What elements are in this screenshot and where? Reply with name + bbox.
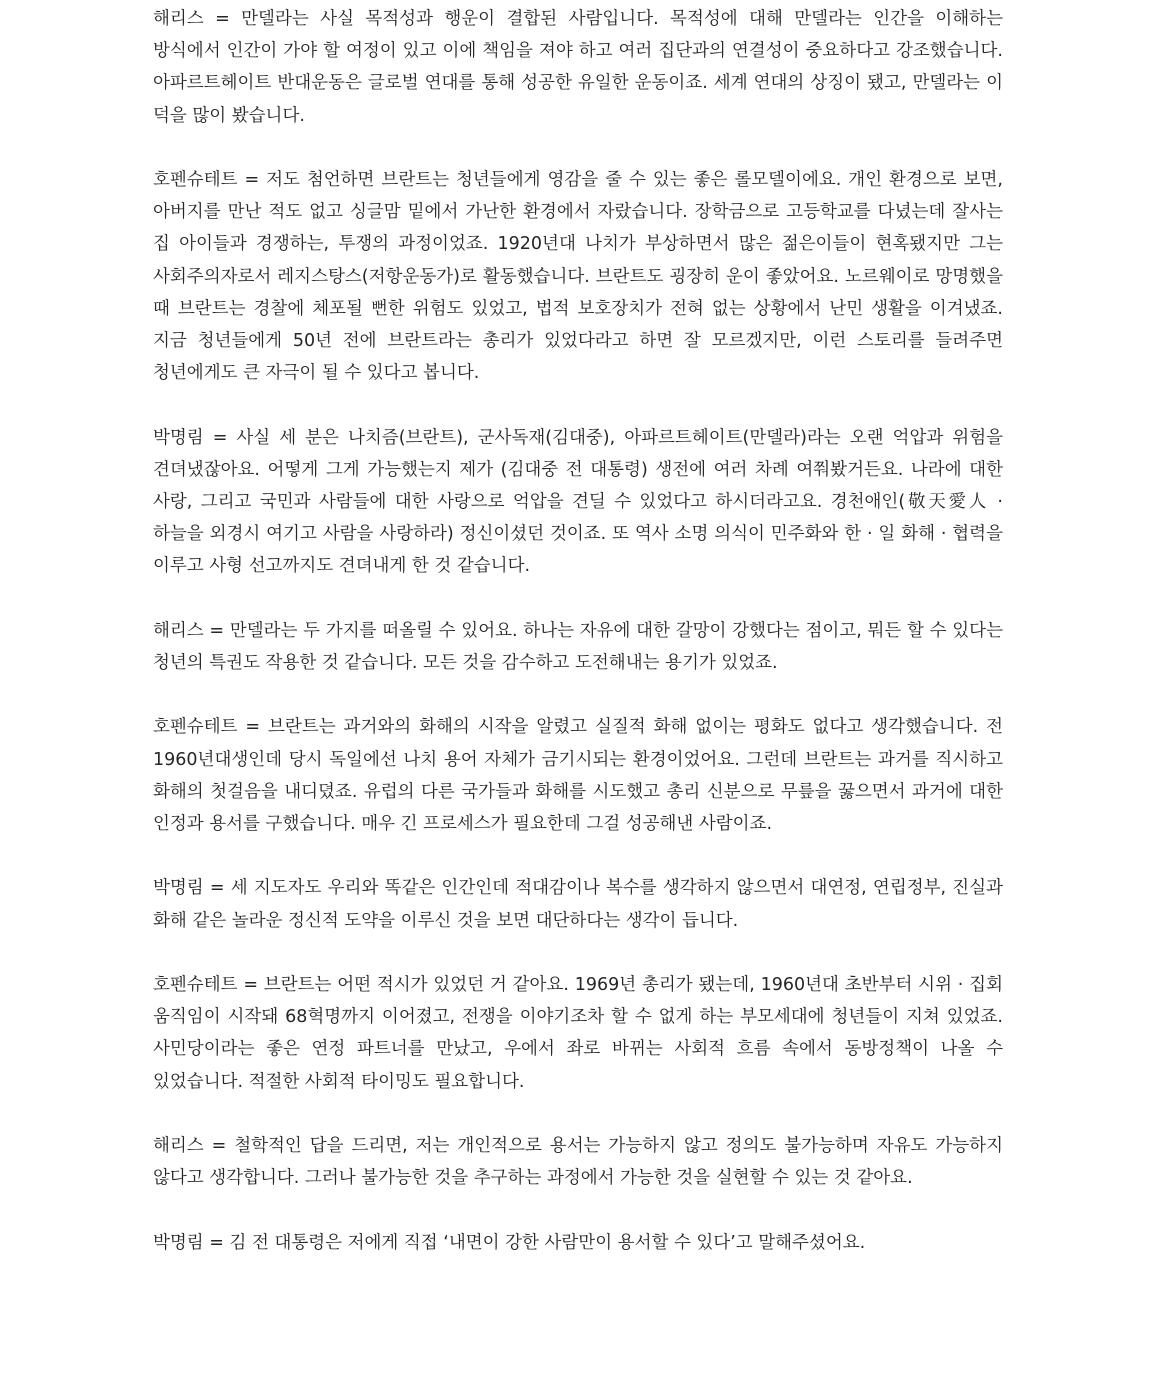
paragraph-harris-3: 해리스 = 철학적인 답을 드리면, 저는 개인적으로 용서는 가능하지 않고 정의도 불가능하며 자유도 가능하지 않다고 생각합니다. 그러나 불가능한 것을 추구하는 과정에서 가능한 것을 실현할 수 있는 것 같아요. (153, 1136, 1003, 1189)
paragraph-park-2: 박명림 = 세 지도자도 우리와 똑같은 인간인데 적대감이나 복수를 생각하지 않으면서 대연정, 연립정부, 진실과 화해 같은 놀라운 정신적 도약을 이루신 것을 보면 대단하다는 생각이 듭니다. (153, 878, 1003, 931)
paragraph-park-1: 박명림 = 사실 세 분은 나치즘(브란트), 군사독재(김대중), 아파르트헤이트(만델라)라는 오랜 억압과 위험을 견뎌냈잖아요. 어떻게 그게 가능했는지 제가 (김대중 전 대통령) 생전에 여러 차례 여쭤봤거든요. 나라에 대한 사랑, 그리고 국민과 사람들에 대한 사랑으로 억압을 견딜 수 있었다고 하시더라고요. 경천애인(敬天愛人 · 하늘을 외경시 여기고 사람을 사랑하라) 정신이셨던 것이죠. 또 역사 소명 의식이 민주화와 한 · 일 화해 · 협력을 이루고 사형 선고까지도 견뎌내게 한 것 같습니다. (153, 427, 1003, 577)
paragraph-hoffenstedt-1: 호펜슈테트 = 저도 첨언하면 브란트는 청년들에게 영감을 줄 수 있는 좋은 롤모델이에요. 개인 환경으로 보면, 아버지를 만난 적도 없고 싱글맘 밑에서 가난한 환경에서 자랐습니다. 장학금으로 고등학교를 다녔는데 잘사는 집 아이들과 경쟁하는, 투쟁의 과정이었죠. 1920년대 나치가 부상하면서 많은 젊은이들이 현혹됐지만 그는 사회주의자로서 레지스탕스(저항운동가)로 활동했습니다. 브란트도 굉장히 운이 좋았어요. 노르웨이로 망명했을 때 브란트는 경찰에 체포될 뻔한 위험도 있었고, 법적 보호장치가 전혀 없는 상황에서 난민 생활을 이겨냈죠. 지금 청년들에게 50년 전에 브란트라는 총리가 있었다라고 하면 잘 모르겠지만, 이런 스토리를 들려주면 청년에게도 큰 자극이 될 수 있다고 봅니다. (153, 170, 1003, 384)
paragraph-hoffenstedt-3: 호펜슈테트 = 브란트는 어떤 적시가 있었던 거 같아요. 1969년 총리가 됐는데, 1960년대 초반부터 시위 · 집회 움직임이 시작돼 68혁명까지 이어졌고, 전쟁을 이야기조차 할 수 없게 하는 부모세대에 청년들이 지쳐 있었죠. 사민당이라는 좋은 연정 파트너를 만났고, 우에서 좌로 바뀌는 사회적 흐름 속에서 동방정책이 나올 수 있었습니다. 적절한 사회적 타이밍도 필요합니다. (153, 975, 1003, 1092)
paragraph-harris-1: 해리스 = 만델라는 사실 목적성과 행운이 결합된 사람입니다. 목적성에 대해 만델라는 인간을 이해하는 방식에서 인간이 가야 할 여정이 있고 이에 책임을 져야 하고 여러 집단과의 연결성이 중요하다고 강조했습니다. 아파르트헤이트 반대운동은 글로벌 연대를 통해 성공한 유일한 운동이죠. 세계 연대의 상징이 됐고, 만델라는 이 덕을 많이 봤습니다. (153, 9, 1003, 126)
paragraph-park-3: 박명림 = 김 전 대통령은 저에게 직접 ‘내면이 강한 사람만이 용서할 수 있다’고 말해주셨어요. (153, 1232, 866, 1253)
article-body (153, 3, 1003, 1291)
paragraph-harris-2: 해리스 = 만델라는 두 가지를 떠올릴 수 있어요. 하나는 자유에 대한 갈망이 강했다는 점이고, 뭐든 할 수 있다는 청년의 특권도 작용한 것 같습니다. 모든 것을 감수하고 도전해내는 용기가 있었죠. (153, 620, 1003, 674)
paragraph-hoffenstedt-2: 호펜슈테트 = 브란트는 과거와의 화해의 시작을 알렸고 실질적 화해 없이는 평화도 없다고 생각했습니다. 전 1960년대생인데 당시 독일에선 나치 용어 자체가 금기시되는 환경이었어요. 그런데 브란트는 과거를 직시하고 화해의 첫걸음을 내디뎠죠. 유럽의 다른 국가들과 화해를 시도했고 총리 신분으로 무릎을 꿇으면서 과거에 대한 인정과 용서를 구했습니다. 매우 긴 프로세스가 필요한데 그걸 성공해낸 사람이죠. (153, 717, 1003, 835)
